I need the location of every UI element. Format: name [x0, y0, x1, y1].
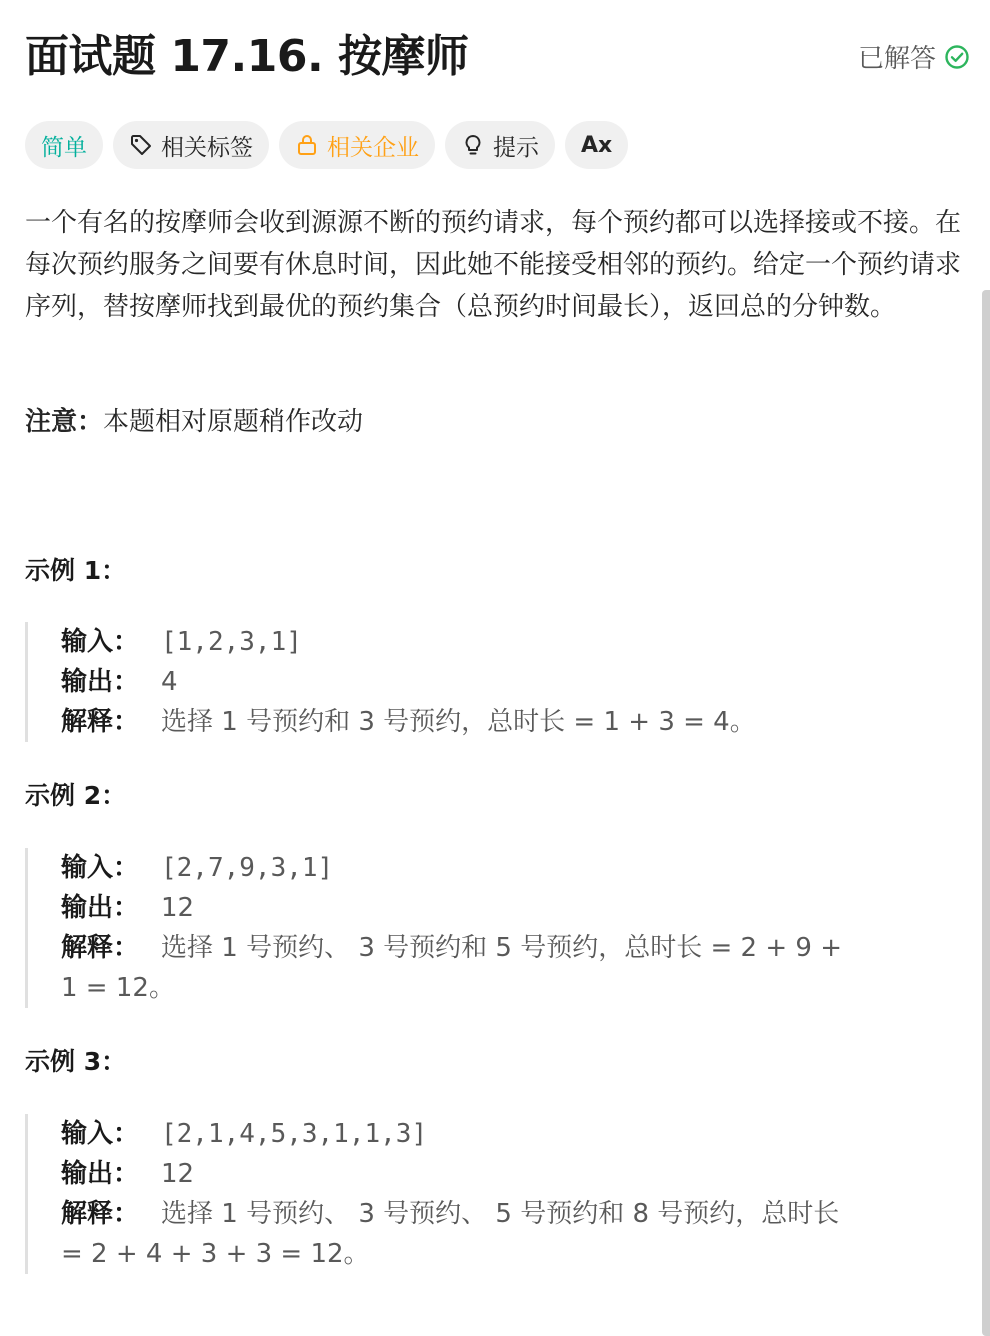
example-3-block: [25, 1114, 970, 1274]
example-output-line: [61, 1154, 970, 1194]
output-label: 输出：: [61, 1159, 140, 1189]
solved-label: 已解答: [857, 44, 936, 74]
example-input: [2,7,9,3,1]: [161, 853, 334, 883]
example-2-block: [25, 848, 970, 1008]
example-explain-line: [61, 1194, 970, 1234]
example-output: 4: [161, 667, 178, 697]
example-output: 12: [161, 893, 195, 923]
example-explain: 选择 1 号预约和 3 号预约，总时长 = 1 + 3 = 4。: [161, 707, 756, 737]
example-explain-continuation: 1 = 12。: [61, 973, 175, 1003]
output-label: 输出：: [61, 893, 140, 923]
example-1-title: 示例 1：: [25, 556, 127, 585]
translate-button[interactable]: [565, 121, 628, 169]
related-tags-button[interactable]: [113, 121, 269, 169]
example-input-line: [61, 848, 970, 888]
solved-status: [858, 38, 970, 75]
example-1-block: [25, 622, 970, 742]
lightbulb-icon: [461, 133, 485, 157]
example-input-line: [61, 1114, 970, 1154]
example-explain-continuation: = 2 + 4 + 3 + 3 = 12。: [61, 1239, 370, 1269]
example-3-title: 示例 3：: [25, 1047, 127, 1076]
hints-button[interactable]: [445, 121, 555, 169]
input-label: 输入：: [61, 1119, 140, 1149]
related-companies-label: 相关企业: [327, 134, 419, 161]
explain-label: 解释：: [61, 933, 140, 963]
check-circle-icon: [944, 44, 970, 70]
explain-label: 解释：: [61, 707, 140, 737]
hints-label: 提示: [493, 134, 539, 161]
scrollbar[interactable]: [982, 290, 990, 1336]
example-explain: 选择 1 号预约、 3 号预约、 5 号预约和 8 号预约，总时长: [161, 1199, 840, 1229]
example-output-line: [61, 662, 970, 702]
translate-icon: Ax: [581, 132, 613, 158]
example-explain: 选择 1 号预约、 3 号预约和 5 号预约，总时长 = 2 + 9 +: [161, 933, 842, 963]
input-label: 输入：: [61, 853, 140, 883]
note-label: 注意：: [25, 407, 104, 437]
example-input: [2,1,4,5,3,1,1,3]: [161, 1119, 428, 1149]
example-input-line: [61, 622, 970, 662]
example-2-title: 示例 2：: [25, 781, 127, 810]
example-explain-line: [61, 928, 970, 968]
title-row: [25, 26, 970, 88]
input-label: 输入：: [61, 627, 140, 657]
example-input: [1,2,3,1]: [161, 627, 302, 657]
problem-note: [25, 401, 363, 443]
output-label: 输出：: [61, 667, 140, 697]
example-output-line: [61, 888, 970, 928]
tag-icon: [129, 133, 153, 157]
related-companies-button[interactable]: [279, 121, 435, 169]
related-tags-label: 相关标签: [161, 134, 253, 161]
note-text: 本题相对原题稍作改动: [103, 407, 364, 437]
problem-description: 一个有名的按摩师会收到源源不断的预约请求，每个预约都可以选择接或不接。在每次预约服务之间要有休息时间，因此她不能接受相邻的预约。给定一个预约请求序列，替按摩师找到最优的预约集合（总预约时间最长），返回总的分钟数。: [25, 208, 962, 322]
explain-label: 解释：: [61, 1199, 140, 1229]
lock-icon: [295, 133, 319, 157]
problem-title: 面试题 17.16. 按摩师: [25, 31, 469, 82]
difficulty-badge[interactable]: [25, 121, 103, 169]
example-explain-line: [61, 702, 970, 742]
difficulty-label: 简单: [41, 134, 87, 161]
example-output: 12: [161, 1159, 195, 1189]
tag-bar: [25, 121, 628, 169]
